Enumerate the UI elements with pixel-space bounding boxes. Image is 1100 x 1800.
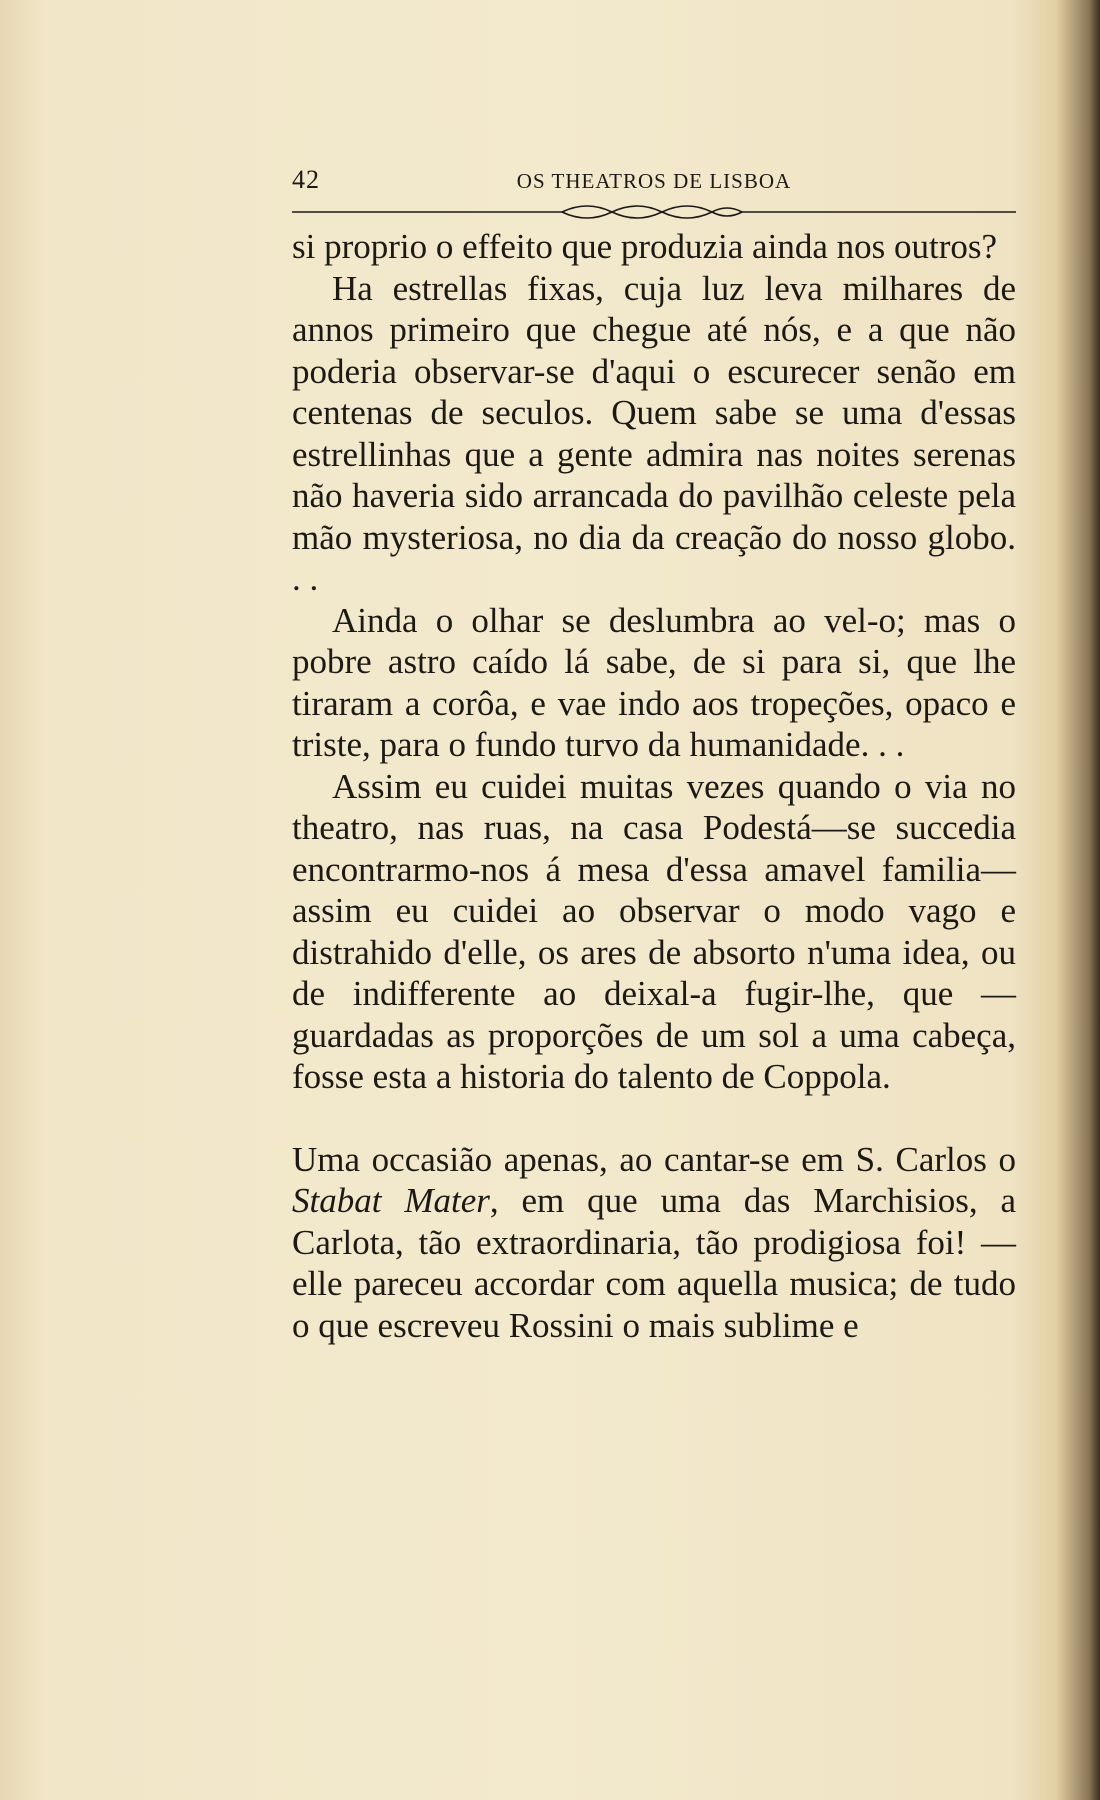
paragraph: Assim eu cuidei muitas vezes quando o via no theatro, nas ruas, na casa Podestá—se succedia encontrarmo-nos á mesa d'essa amavel familia—assim eu cuidei ao observar o modo vago e distrahido d'elle, os ares de absorto n'uma idea, ou de indifferente ao deixal-a fugir-lhe, que —guardadas as proporções de um sol a uma cabeça, fosse esta a historia do talento de Coppola. bbox=[292, 766, 1016, 1096]
running-title: OS THEATROS DE LISBOA bbox=[516, 169, 792, 193]
paragraph-text: Uma occasião apenas, ao cantar-se em S. Carlos o bbox=[292, 1139, 1016, 1179]
paragraph-text: , em que uma das Marchisios, a Carlota, tão extraordinaria, tão prodigiosa foi! —elle pareceu accordar com aquella musica; de tudo o que escreveu Rossini o mais sublime e bbox=[292, 1181, 1016, 1345]
page-header bbox=[292, 165, 1016, 195]
paragraph: Ainda o olhar se deslumbra ao vel-o; mas o pobre astro caído lá sabe, de si para si, que lhe tiraram a corôa, e vae indo aos tropeções, opaco e triste, para o fundo turvo da humanidade. . . bbox=[292, 600, 1016, 764]
work-title-italic: Stabat Mater bbox=[292, 1181, 490, 1220]
body-text bbox=[292, 226, 1016, 1346]
paragraph-section-start bbox=[292, 1139, 1016, 1347]
page-number: 42 bbox=[292, 165, 320, 194]
ornamental-rule bbox=[292, 200, 1016, 224]
paragraph: si proprio o effeito que produzia ainda nos outros? bbox=[292, 227, 998, 266]
paragraph: Ha estrellas fixas, cuja luz leva milhares de annos primeiro que chegue até nós, e a que não poderia observar-se d'aqui o escurecer senão em centenas de seculos. Quem sabe se uma d'essas estrellinhas que a gente admira nas noites serenas não haveria sido arrancada do pavilhão celeste pela mão mysteriosa, no dia da creação do nosso globo. . . bbox=[292, 268, 1016, 598]
